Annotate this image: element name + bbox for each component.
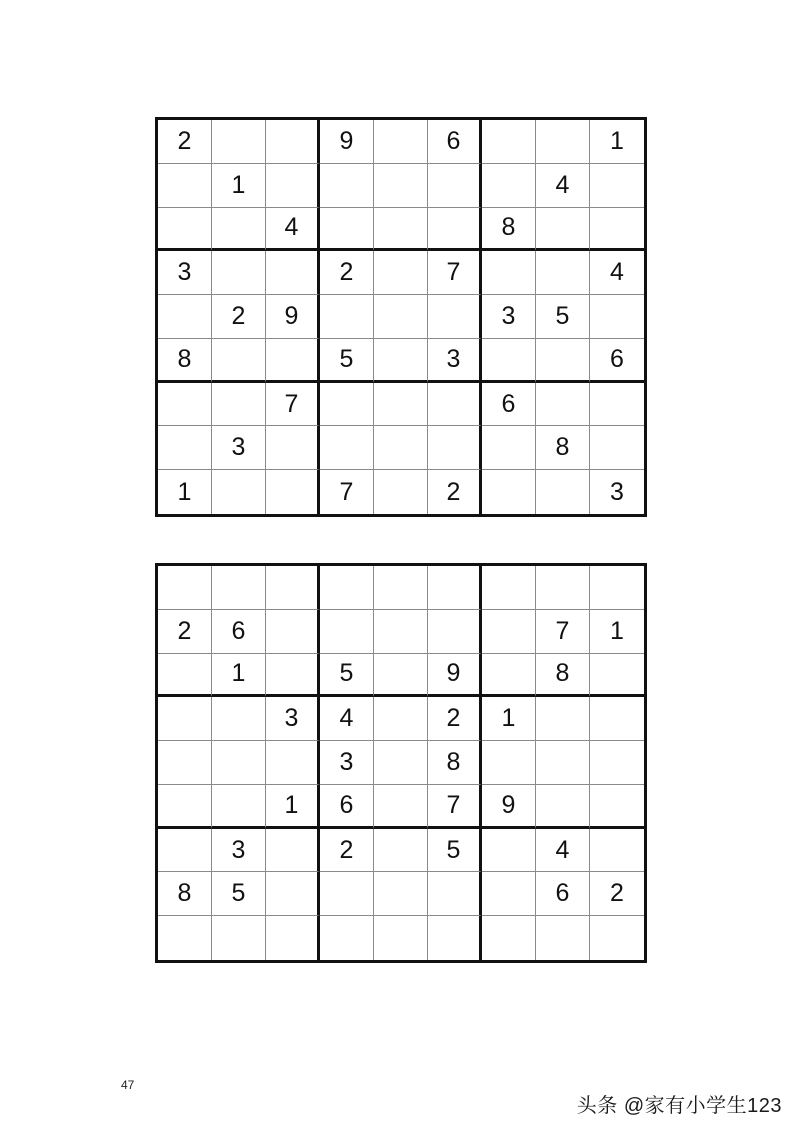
sudoku-cell[interactable]: 1 <box>212 654 266 698</box>
sudoku-cell[interactable] <box>266 164 320 208</box>
sudoku-cell[interactable] <box>482 610 536 654</box>
sudoku-cell[interactable]: 2 <box>158 120 212 164</box>
sudoku-cell[interactable] <box>320 916 374 960</box>
sudoku-cell[interactable]: 7 <box>428 251 482 295</box>
sudoku-cell[interactable]: 4 <box>320 697 374 741</box>
sudoku-cell[interactable] <box>158 426 212 470</box>
sudoku-cell[interactable] <box>374 251 428 295</box>
sudoku-cell[interactable] <box>536 120 590 164</box>
sudoku-cell[interactable]: 1 <box>590 120 644 164</box>
sudoku-cell[interactable]: 5 <box>320 654 374 698</box>
sudoku-cell[interactable] <box>266 470 320 514</box>
sudoku-cell[interactable]: 8 <box>536 426 590 470</box>
sudoku-cell[interactable] <box>428 295 482 339</box>
sudoku-cell[interactable] <box>212 383 266 427</box>
sudoku-cell[interactable] <box>590 654 644 698</box>
sudoku-cell[interactable] <box>536 916 590 960</box>
sudoku-cell[interactable]: 9 <box>482 785 536 829</box>
sudoku-cell[interactable] <box>158 295 212 339</box>
sudoku-cell[interactable] <box>320 295 374 339</box>
sudoku-cell[interactable] <box>320 426 374 470</box>
sudoku-cell[interactable] <box>482 741 536 785</box>
sudoku-cell[interactable] <box>374 566 428 610</box>
sudoku-cell[interactable] <box>374 829 428 873</box>
sudoku-cell[interactable]: 4 <box>590 251 644 295</box>
sudoku-cell[interactable] <box>590 164 644 208</box>
sudoku-cell[interactable] <box>482 566 536 610</box>
sudoku-cell[interactable]: 9 <box>320 120 374 164</box>
sudoku-cell[interactable] <box>266 339 320 383</box>
sudoku-cell[interactable] <box>212 120 266 164</box>
sudoku-cell[interactable]: 5 <box>536 295 590 339</box>
sudoku-cell[interactable] <box>266 120 320 164</box>
sudoku-cell[interactable] <box>158 697 212 741</box>
sudoku-cell[interactable] <box>590 916 644 960</box>
sudoku-cell[interactable] <box>320 872 374 916</box>
sudoku-cell[interactable] <box>428 916 482 960</box>
watermark: 头条 @家有小学生123 <box>576 1095 782 1117</box>
sudoku-cell[interactable] <box>374 339 428 383</box>
sudoku-cell[interactable] <box>482 339 536 383</box>
sudoku-cell[interactable] <box>158 654 212 698</box>
sudoku-cell[interactable] <box>590 208 644 252</box>
sudoku-cell[interactable] <box>482 872 536 916</box>
sudoku-cell[interactable]: 2 <box>590 872 644 916</box>
sudoku-cell[interactable] <box>374 654 428 698</box>
sudoku-cell[interactable]: 3 <box>266 697 320 741</box>
sudoku-cell[interactable] <box>320 566 374 610</box>
sudoku-cell[interactable] <box>590 785 644 829</box>
sudoku-cell[interactable] <box>158 566 212 610</box>
sudoku-cell[interactable] <box>158 383 212 427</box>
sudoku-cell[interactable] <box>266 741 320 785</box>
sudoku-cell[interactable] <box>536 741 590 785</box>
sudoku-cell[interactable] <box>590 383 644 427</box>
sudoku-cell[interactable] <box>320 383 374 427</box>
sudoku-cell[interactable] <box>482 251 536 295</box>
sudoku-cell[interactable] <box>266 916 320 960</box>
sudoku-cell[interactable] <box>212 208 266 252</box>
sudoku-cell[interactable]: 3 <box>212 426 266 470</box>
sudoku-cell[interactable] <box>212 697 266 741</box>
sudoku-cell[interactable]: 5 <box>320 339 374 383</box>
sudoku-cell[interactable]: 2 <box>320 829 374 873</box>
sudoku-cell[interactable] <box>374 697 428 741</box>
sudoku-cell[interactable]: 6 <box>590 339 644 383</box>
sudoku-cell[interactable] <box>212 470 266 514</box>
sudoku-cell[interactable]: 2 <box>428 697 482 741</box>
sudoku-cell[interactable] <box>536 566 590 610</box>
sudoku-cell[interactable] <box>428 872 482 916</box>
sudoku-cell[interactable]: 4 <box>266 208 320 252</box>
sudoku-cell[interactable]: 9 <box>266 295 320 339</box>
sudoku-cell[interactable]: 6 <box>428 120 482 164</box>
sudoku-cell[interactable]: 4 <box>536 829 590 873</box>
sudoku-cell[interactable]: 1 <box>590 610 644 654</box>
sudoku-cell[interactable]: 3 <box>610 477 624 506</box>
sudoku-cell[interactable] <box>374 916 428 960</box>
sudoku-cell[interactable]: 6 <box>212 610 266 654</box>
sudoku-cell[interactable] <box>590 566 644 610</box>
sudoku-cell[interactable]: 2 <box>158 610 212 654</box>
sudoku-cell[interactable] <box>212 339 266 383</box>
sudoku-cell[interactable] <box>536 208 590 252</box>
sudoku-cell[interactable] <box>482 470 536 514</box>
sudoku-cell[interactable] <box>428 426 482 470</box>
sudoku-cell[interactable]: 1 <box>266 785 320 829</box>
sudoku-cell[interactable] <box>428 164 482 208</box>
sudoku-cell[interactable] <box>158 829 212 873</box>
sudoku-cell[interactable]: 8 <box>482 208 536 252</box>
sudoku-cell[interactable]: 2 <box>212 295 266 339</box>
sudoku-cell[interactable] <box>266 654 320 698</box>
sudoku-cell[interactable] <box>536 470 590 514</box>
sudoku-cell[interactable] <box>320 164 374 208</box>
page-number: 47 <box>121 1078 135 1092</box>
sudoku-cell[interactable] <box>482 164 536 208</box>
sudoku-cell[interactable] <box>374 426 428 470</box>
sudoku-cell[interactable]: 8 <box>158 872 212 916</box>
sudoku-cell[interactable]: 6 <box>482 383 536 427</box>
sudoku-cell[interactable]: 3 <box>320 741 374 785</box>
sudoku-cell[interactable] <box>266 566 320 610</box>
sudoku-cell[interactable] <box>590 829 644 873</box>
sudoku-cell[interactable] <box>374 383 428 427</box>
sudoku-cell[interactable] <box>590 295 644 339</box>
sudoku-cell[interactable] <box>374 208 428 252</box>
sudoku-cell[interactable] <box>374 164 428 208</box>
sudoku-cell[interactable]: 3 <box>428 339 482 383</box>
sudoku-cell[interactable]: 2 <box>428 470 482 514</box>
sudoku-cell[interactable] <box>158 208 212 252</box>
sudoku-cell[interactable]: 8 <box>158 339 212 383</box>
sudoku-cell[interactable] <box>158 785 212 829</box>
sudoku-cell[interactable]: 4 <box>536 164 590 208</box>
sudoku-cell[interactable]: 3 <box>212 829 266 873</box>
sudoku-cell[interactable] <box>374 741 428 785</box>
sudoku-cell[interactable] <box>536 697 590 741</box>
sudoku-cell[interactable] <box>266 426 320 470</box>
sudoku-cell[interactable] <box>428 383 482 427</box>
sudoku-cell[interactable] <box>212 251 266 295</box>
sudoku-cell[interactable] <box>158 741 212 785</box>
sudoku-cell[interactable] <box>482 654 536 698</box>
sudoku-cell[interactable]: 8 <box>428 741 482 785</box>
sudoku-cell[interactable] <box>320 610 374 654</box>
sudoku-cell[interactable] <box>212 916 266 960</box>
sudoku-cell[interactable] <box>266 872 320 916</box>
sudoku-cell[interactable] <box>536 383 590 427</box>
sudoku-cell[interactable]: 6 <box>320 785 374 829</box>
sudoku-cell[interactable]: 7 <box>266 383 320 427</box>
sudoku-cell[interactable] <box>266 829 320 873</box>
sudoku-cell[interactable]: 3 <box>158 251 212 295</box>
sudoku-cell[interactable] <box>212 566 266 610</box>
sudoku-cell[interactable] <box>428 610 482 654</box>
sudoku-cell[interactable]: 2 <box>320 251 374 295</box>
sudoku-cell[interactable] <box>374 470 428 514</box>
sudoku-cell[interactable]: 6 <box>536 872 590 916</box>
sudoku-cell[interactable] <box>482 916 536 960</box>
sudoku-cell[interactable]: 9 <box>428 654 482 698</box>
sudoku-cell[interactable]: 7 <box>320 470 374 514</box>
sudoku-cell[interactable] <box>536 785 590 829</box>
sudoku-board-1 <box>155 117 647 517</box>
sudoku-cell[interactable]: 1 <box>212 164 266 208</box>
sudoku-cell[interactable]: 5 <box>212 872 266 916</box>
sudoku-cell[interactable]: 1 <box>158 470 212 514</box>
sudoku-cell[interactable] <box>482 426 536 470</box>
sudoku-cell[interactable] <box>536 251 590 295</box>
sudoku-cell[interactable] <box>428 208 482 252</box>
sudoku-cell[interactable] <box>590 741 644 785</box>
sudoku-cell[interactable] <box>266 610 320 654</box>
sudoku-cell[interactable] <box>428 566 482 610</box>
sudoku-cell[interactable]: 8 <box>536 654 590 698</box>
sudoku-cell[interactable] <box>158 916 212 960</box>
sudoku-cell[interactable] <box>320 208 374 252</box>
sudoku-cell[interactable] <box>482 829 536 873</box>
sudoku-cell[interactable]: 3 <box>482 295 536 339</box>
sudoku-board-2 <box>155 563 647 963</box>
sudoku-cell[interactable] <box>158 164 212 208</box>
sudoku-cell[interactable] <box>590 697 644 741</box>
sudoku-cell[interactable] <box>374 785 428 829</box>
sudoku-cell[interactable] <box>374 610 428 654</box>
sudoku-cell[interactable]: 5 <box>428 829 482 873</box>
sudoku-cell[interactable] <box>482 120 536 164</box>
sudoku-cell[interactable] <box>374 872 428 916</box>
sudoku-cell[interactable]: 1 <box>482 697 536 741</box>
sudoku-cell[interactable] <box>374 120 428 164</box>
sudoku-cell[interactable] <box>536 339 590 383</box>
sudoku-cell[interactable]: 7 <box>536 610 590 654</box>
sudoku-cell[interactable] <box>266 251 320 295</box>
sudoku-cell[interactable] <box>590 426 644 470</box>
sudoku-cell[interactable] <box>212 785 266 829</box>
sudoku-cell[interactable]: 7 <box>428 785 482 829</box>
sudoku-cell[interactable] <box>374 295 428 339</box>
sudoku-cell[interactable] <box>212 741 266 785</box>
